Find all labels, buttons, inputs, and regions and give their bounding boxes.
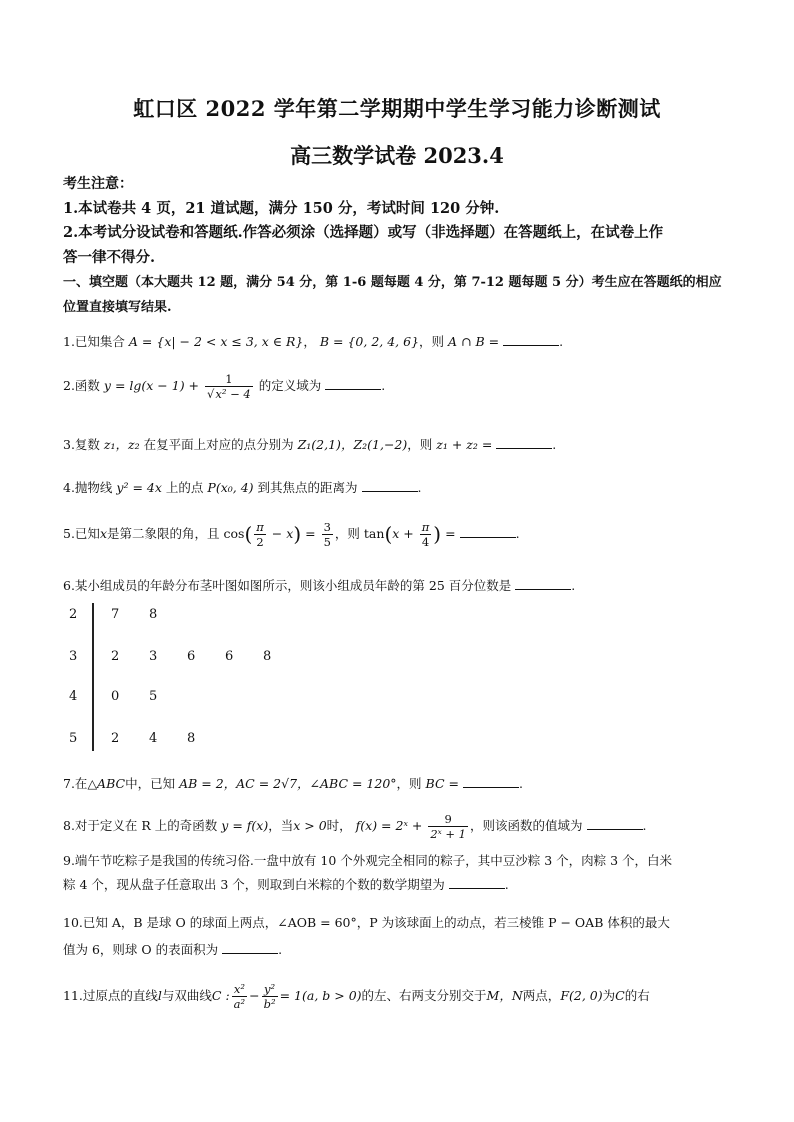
q5-lparen-2: ( <box>384 522 393 546</box>
q7-conditions: AB = 2，AC = 2√7，∠ABC = 120° <box>179 776 397 791</box>
q2-expr: y = lg(x − 1) + <box>103 378 200 393</box>
q10-answer-blank <box>222 941 278 954</box>
q8-mid: ，当 <box>268 818 294 833</box>
q3-expr: z₁ + z₂ = <box>436 437 493 452</box>
q5-minus-x: − x <box>267 526 294 541</box>
q2-denominator: x² − 4 <box>215 387 251 401</box>
q6-text: 6.某小组成员的年龄分布茎叶图如图所示，则该小组成员年龄的第 25 百分位数是 <box>63 578 512 593</box>
q3-z: z₁，z₂ <box>103 437 140 452</box>
q7-end: . <box>518 776 523 791</box>
q2-end: . <box>381 378 386 393</box>
q3-points: Z₁(2,1)，Z₂(1,−2) <box>297 437 408 452</box>
q11-c: C : <box>211 988 230 1003</box>
q5-mid2: ，则 <box>334 526 360 541</box>
q8-condition: x > 0 <box>293 818 327 833</box>
notice-item-2-line-2: 答一律不得分. <box>63 249 156 266</box>
q1-answer-blank <box>503 333 559 346</box>
q5-end: . <box>515 526 520 541</box>
q8-numerator: 9 <box>428 812 468 827</box>
q11-prefix: 11.过原点的直线 <box>63 988 158 1003</box>
question-5 <box>63 520 743 549</box>
q4-mid: 上的点 <box>165 480 204 495</box>
question-6 <box>63 573 743 598</box>
q5-lparen: ( <box>244 522 253 546</box>
q11-tail: 的右 <box>624 988 650 1003</box>
q11-suffix: 的左、右两支分别交于 <box>361 988 487 1003</box>
q5-answer-blank <box>460 525 516 538</box>
question-8 <box>63 812 743 841</box>
leaf-value: 6 <box>225 649 234 664</box>
q8-mid2: 时， <box>326 818 352 833</box>
q2-fraction <box>205 372 253 401</box>
q3-prefix: 3.复数 <box>63 437 100 452</box>
q4-expr: y² = 4x <box>116 480 162 495</box>
q5-eq: = <box>305 526 316 541</box>
q5-three-fifths <box>322 520 333 549</box>
q5-pi-over-2 <box>254 520 266 549</box>
question-9-line-1: 9.端午节吃粽子是我国的传统习俗.一盘中放有 10 个外观完全相同的粽子，其中豆沙粽 3 个，肉粽 3 个，白米 <box>63 853 673 868</box>
leaf-value: 8 <box>263 649 272 664</box>
stem-leaf-plot <box>63 603 363 753</box>
q7-mid: 中，已知 <box>125 776 176 791</box>
q7-triangle: △ABC <box>87 776 126 791</box>
leaf-value: 7 <box>111 607 120 622</box>
q11-b2: b² <box>263 997 276 1011</box>
q10-line-2-text: 值为 6，则球 O 的表面积为 <box>63 942 219 957</box>
leaf-value: 3 <box>149 649 158 664</box>
q11-mid2: 两点， <box>522 988 561 1003</box>
q9-end: . <box>504 877 509 892</box>
notice-heading: 考生注意： <box>63 176 133 192</box>
leaf-value: 2 <box>111 731 120 746</box>
q4-prefix: 4.抛物线 <box>63 480 113 495</box>
stem-value: 2 <box>69 607 78 622</box>
leaf-value: 8 <box>187 731 196 746</box>
leaf-value: 2 <box>111 649 120 664</box>
q7-expr: BC = <box>425 776 459 791</box>
q1-set-a: A = {x| − 2 < x ≤ 3, x ∈ R} <box>128 334 304 349</box>
exam-title: 虹口区 2022 学年第二学期期中学生学习能力诊断测试 <box>133 96 661 121</box>
q8-prefix: 8.对于定义在 R 上的奇函数 <box>63 818 218 833</box>
q3-mid: 在复平面上对应的点分别为 <box>143 437 294 452</box>
leaf-value: 8 <box>149 607 158 622</box>
q8-answer-blank <box>587 817 643 830</box>
section-1-heading-line-2: 位置直接填写结果. <box>63 300 172 315</box>
q2-denominator-wrap: √x² − 4 <box>207 387 251 401</box>
q11-rest: = 1(a, b > 0) <box>279 988 362 1003</box>
q8-function: y = f(x) <box>221 818 269 833</box>
stem-leaf-divider <box>92 603 94 751</box>
q8-end: . <box>642 818 647 833</box>
q8-fx: f(x) = 2ˣ + <box>355 818 423 833</box>
q5-eq2: = <box>445 526 456 541</box>
q11-l: l <box>157 988 162 1003</box>
q4-end: . <box>417 480 422 495</box>
q11-x-frac <box>232 982 247 1011</box>
q6-answer-blank <box>515 577 571 590</box>
question-10-line-2 <box>63 937 743 962</box>
q5-rparen-2: ) <box>433 522 442 546</box>
question-4 <box>63 475 743 500</box>
q5-prefix: 5.已知 <box>63 526 100 541</box>
leaf-value: 0 <box>111 689 120 704</box>
q1-sep: ， <box>303 334 316 349</box>
q11-y2: y² <box>262 982 278 997</box>
q5-three: 3 <box>323 520 331 534</box>
section-1-heading-line-1: 一、填空题（本大题共 12 题，满分 54 分，第 1-6 题每题 4 分，第 7-12 题每题 5 分）考生应在答题纸的相应 <box>63 275 722 290</box>
q2-numerator: 1 <box>205 372 253 387</box>
stem-value: 3 <box>69 649 78 664</box>
q11-x2: x² <box>232 982 247 997</box>
notice-item-2-line-1: 2.本考试分设试卷和答题纸.作答必须涂（选择题）或写（非选择题）在答题纸上，在试卷上作 <box>63 224 664 241</box>
question-2 <box>63 372 743 401</box>
q4-suffix: 到其焦点的距离为 <box>257 480 358 495</box>
question-11 <box>63 982 743 1011</box>
question-10-line-1: 10.已知 A，B 是球 O 的球面上两点，∠AOB = 60°，P 为该球面上的动点，若三棱锥 P − OAB 体积的最大 <box>63 915 670 930</box>
question-7 <box>63 771 743 796</box>
q6-end: . <box>571 578 576 593</box>
q5-tan: tan <box>363 526 385 541</box>
question-1 <box>63 329 743 354</box>
q9-line-2-text: 粽 4 个，现从盘子任意取出 3 个，则取到白米粽的个数的数学期望为 <box>63 877 445 892</box>
leaf-value: 6 <box>187 649 196 664</box>
q2-suffix: 的定义域为 <box>258 378 322 393</box>
q11-a2: a² <box>233 997 246 1011</box>
q11-suffix2: 为 <box>602 988 616 1003</box>
q1-mid: ，则 <box>419 334 445 349</box>
q8-suffix: ，则该函数的值域为 <box>470 818 583 833</box>
q8-fraction <box>428 812 468 841</box>
q11-mn: M，N <box>486 988 523 1003</box>
question-3 <box>63 432 743 457</box>
q11-minus: − <box>249 988 260 1003</box>
q5-pi-2: π <box>421 520 430 534</box>
q9-answer-blank <box>449 876 505 889</box>
q5-four: 4 <box>421 535 430 549</box>
notice-item-1: 1.本试卷共 4 页，21 道试题，满分 150 分，考试时间 120 分钟. <box>63 200 500 217</box>
q2-prefix: 2.函数 <box>63 378 100 393</box>
q3-end: . <box>552 437 557 452</box>
q4-point: P(x₀, 4) <box>207 480 254 495</box>
q5-cos: cos <box>223 526 245 541</box>
q11-mid: 与双曲线 <box>161 988 212 1003</box>
exam-subtitle: 高三数学试卷 2023.4 <box>290 143 504 168</box>
q3-answer-blank <box>496 436 552 449</box>
q5-five: 5 <box>323 535 331 549</box>
q5-pi: π <box>256 520 264 534</box>
q11-cc: C <box>615 988 625 1003</box>
q5-rparen: ) <box>293 522 302 546</box>
question-9-line-2 <box>63 872 743 897</box>
q11-focus: F(2, 0) <box>560 988 603 1003</box>
stem-value: 5 <box>69 731 78 746</box>
leaf-value: 5 <box>149 689 158 704</box>
q4-answer-blank <box>362 479 418 492</box>
q5-x: x <box>99 526 107 541</box>
q7-answer-blank <box>463 775 519 788</box>
q1-prefix: 1.已知集合 <box>63 334 125 349</box>
stem-value: 4 <box>69 689 78 704</box>
q7-suffix: ，则 <box>396 776 422 791</box>
q10-end: . <box>278 942 283 957</box>
q5-pi-over-4 <box>420 520 432 549</box>
q3-mid2: ，则 <box>407 437 433 452</box>
q1-set-b: B = {0, 2, 4, 6} <box>319 334 420 349</box>
q5-mid: 是第二象限的角，且 <box>107 526 220 541</box>
q5-two: 2 <box>256 535 264 549</box>
q2-answer-blank <box>325 377 381 390</box>
q7-prefix: 7.在 <box>63 776 88 791</box>
leaf-value: 4 <box>149 731 158 746</box>
q1-end: . <box>559 334 564 349</box>
q11-y-frac <box>262 982 278 1011</box>
q1-expr: A ∩ B = <box>448 334 500 349</box>
q5-x-plus: x + <box>392 526 418 541</box>
q8-denominator: 2ˣ + 1 <box>430 827 466 841</box>
